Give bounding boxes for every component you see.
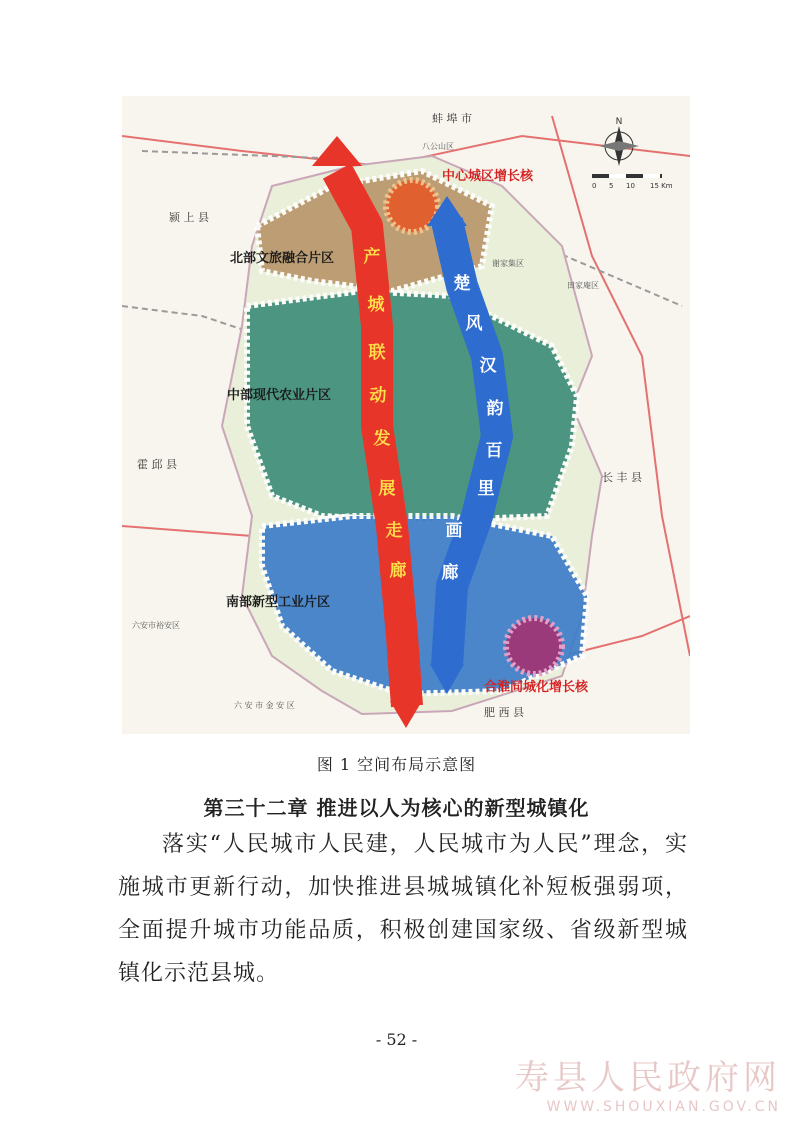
label-luan-yuan: 六安市裕安区 — [132, 621, 180, 630]
site-watermark — [515, 1050, 781, 1115]
svg-text:产: 产 — [363, 247, 381, 267]
label-center-growth: 中心城区增长核 — [442, 169, 534, 184]
svg-text:廊: 廊 — [389, 561, 407, 581]
svg-text:展: 展 — [378, 479, 396, 499]
label-yingshang: 颍 上 县 — [169, 211, 209, 224]
label-tianjiaan: 田家庵区 — [567, 281, 599, 290]
label-bengbu: 蚌 埠 市 — [432, 112, 472, 125]
label-bagongshan: 八公山区 — [422, 142, 454, 151]
label-changfeng: 长 丰 县 — [602, 471, 642, 484]
svg-text:15 Km: 15 Km — [650, 182, 673, 190]
svg-text:0: 0 — [592, 182, 597, 190]
watermark-name: 寿县人民政府网 — [515, 1058, 781, 1098]
watermark-url: WWW.SHOUXIAN.GOV.CN — [546, 1099, 781, 1115]
svg-text:楚: 楚 — [453, 274, 471, 294]
label-middle-zone: 中部现代农业片区 — [227, 388, 332, 403]
spatial-layout-map — [122, 96, 690, 734]
chapter-title: 第三十二章 推进以人为核心的新型城镇化 — [203, 796, 590, 820]
svg-text:发: 发 — [373, 429, 391, 449]
svg-text:动: 动 — [369, 386, 387, 406]
svg-text:风: 风 — [465, 314, 483, 334]
svg-text:韵: 韵 — [486, 399, 504, 419]
svg-text:联: 联 — [368, 343, 386, 363]
hefei-growth-core — [506, 618, 562, 674]
svg-text:10: 10 — [626, 182, 635, 190]
svg-text:城: 城 — [367, 295, 385, 315]
svg-text:廊: 廊 — [441, 563, 459, 583]
label-south-zone: 南部新型工业片区 — [226, 595, 331, 610]
svg-text:N: N — [615, 117, 623, 127]
figure-caption: 图 1 空间布局示意图 — [316, 755, 477, 774]
label-huoqiu: 霍 邱 县 — [137, 458, 177, 471]
label-north-zone: 北部文旅融合片区 — [230, 251, 335, 266]
svg-text:百: 百 — [485, 441, 503, 461]
label-hefei-growth: 合淮同城化增长核 — [484, 680, 589, 695]
svg-text:汉: 汉 — [479, 356, 497, 376]
body-paragraph: 落实“人民城市人民建，人民城市为人民”理念，实施城市更新行动，加快推进县城城镇化补短板强弱项，全面提升城市功能品质，积极创建国家级、省级新型城镇化示范县城。 — [118, 832, 688, 986]
svg-text:走: 走 — [385, 521, 403, 541]
label-luan-jinan: 六 安 市 金 安 区 — [234, 701, 295, 710]
page-number: - 52 - — [375, 1030, 418, 1049]
svg-text:画: 画 — [445, 521, 463, 541]
label-feixi: 肥 西 县 — [484, 706, 524, 719]
svg-text:5: 5 — [609, 182, 614, 190]
svg-text:里: 里 — [477, 479, 495, 499]
label-xiejiaji: 谢家集区 — [492, 259, 524, 268]
